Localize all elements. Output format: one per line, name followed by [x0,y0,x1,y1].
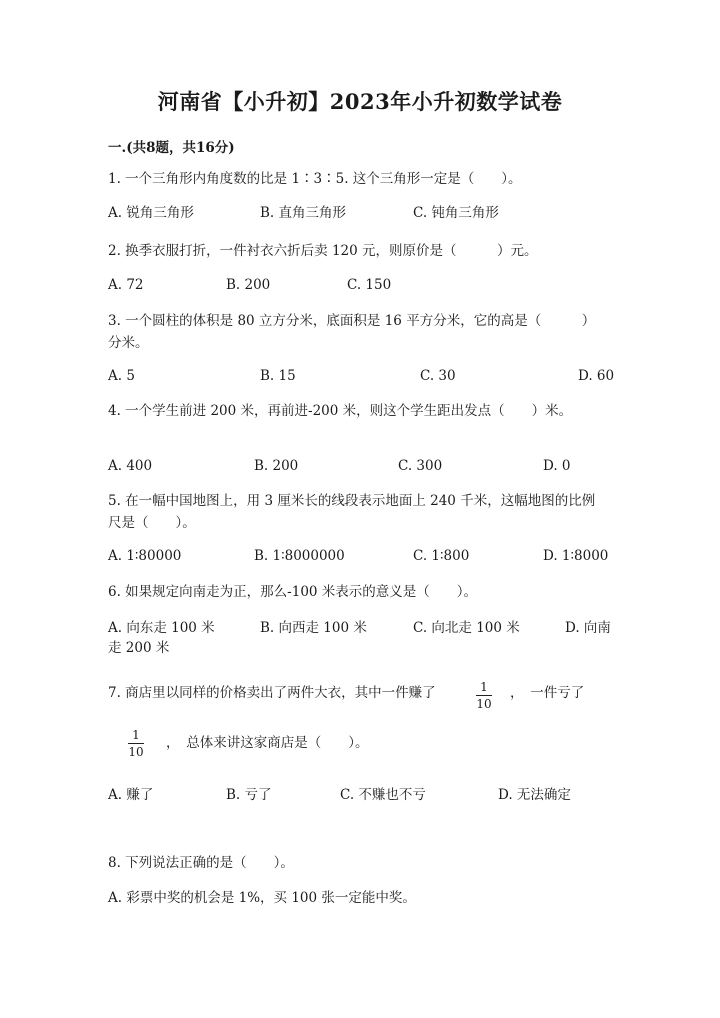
q4-option-a[interactable]: A. 400 [108,458,153,474]
q3-option-b[interactable]: B. 15 [260,368,296,384]
q5-option-b[interactable]: B. 1∶8000000 [254,548,345,564]
q8-option-a[interactable]: A. 彩票中奖的机会是 1%，买 100 张一定能中奖。 [108,890,416,906]
q1-option-c[interactable]: C. 钝角三角形 [413,205,499,221]
question-2: 2. 换季衣服打折，一件衬衣六折后卖 120 元，则原价是（ ）元。 [108,243,538,259]
fraction-one-tenth [476,680,492,711]
q3-option-c[interactable]: C. 30 [420,368,456,384]
q4-option-d[interactable]: D. 0 [543,458,571,474]
q6-option-a[interactable]: A. 向东走 100 米 [108,620,215,636]
fraction-numerator: 1 [480,680,488,694]
fraction-bar [128,743,144,744]
question-7-part-2: ， 一件亏了 [510,685,585,701]
fraction-denominator: 10 [476,697,492,711]
section-heading: 一.(共8题，共16分) [108,140,235,156]
q6-option-d[interactable]: D. 向南走 200 米 [108,620,611,656]
q4-option-b[interactable]: B. 200 [254,458,299,474]
q3-option-d[interactable]: D. 60 [578,368,615,384]
question-7-part-1: 7. 商店里以同样的价格卖出了两件大衣，其中一件赚了 [108,685,436,701]
q7-option-b[interactable]: B. 亏了 [226,787,272,803]
q1-option-b[interactable]: B. 直角三角形 [260,205,347,221]
question-7-part-3: ， 总体来讲这家商店是（ ）。 [166,735,369,751]
fraction-numerator: 1 [132,728,140,742]
fraction-denominator: 10 [128,745,144,759]
q2-option-c[interactable]: C. 150 [347,277,392,293]
question-6: 6. 如果规定向南走为正，那么-100 米表示的意义是（ ）。 [108,584,478,600]
fraction-one-tenth-2 [128,728,144,759]
q6-option-c[interactable]: C. 向北走 100 米 [413,620,520,636]
q7-option-a[interactable]: A. 赚了 [108,787,154,803]
q3-option-a[interactable]: A. 5 [108,368,135,384]
q2-option-a[interactable]: A. 72 [108,277,144,293]
q2-option-b[interactable]: B. 200 [226,277,271,293]
q6-option-b[interactable]: B. 向西走 100 米 [260,620,367,636]
q7-option-c[interactable]: C. 不赚也不亏 [340,787,426,803]
question-5: 5. 在一幅中国地图上，用 3 厘米长的线段表示地面上 240 千米，这幅地图的比例尺是（ ）。 [108,493,596,531]
q5-option-a[interactable]: A. 1∶80000 [108,548,182,564]
q5-option-c[interactable]: C. 1∶800 [413,548,470,564]
q5-option-d[interactable]: D. 1∶8000 [543,548,609,564]
fraction-bar [476,695,492,696]
question-3: 3. 一个圆柱的体积是 80 立方分米，底面积是 16 平方分米，它的高是（ ）分米。 [108,313,596,351]
question-4: 4. 一个学生前进 200 米，再前进-200 米，则这个学生距出发点（ ）米。 [108,403,573,419]
q4-option-c[interactable]: C. 300 [398,458,443,474]
question-8: 8. 下列说法正确的是（ ）。 [108,855,294,871]
page-title: 河南省【小升初】2023年小升初数学试卷 [157,89,563,114]
question-1: 1. 一个三角形内角度数的比是 1∶3∶5. 这个三角形一定是（ ）。 [108,171,522,187]
q7-option-d[interactable]: D. 无法确定 [498,787,571,803]
q1-option-a[interactable]: A. 锐角三角形 [108,205,194,221]
